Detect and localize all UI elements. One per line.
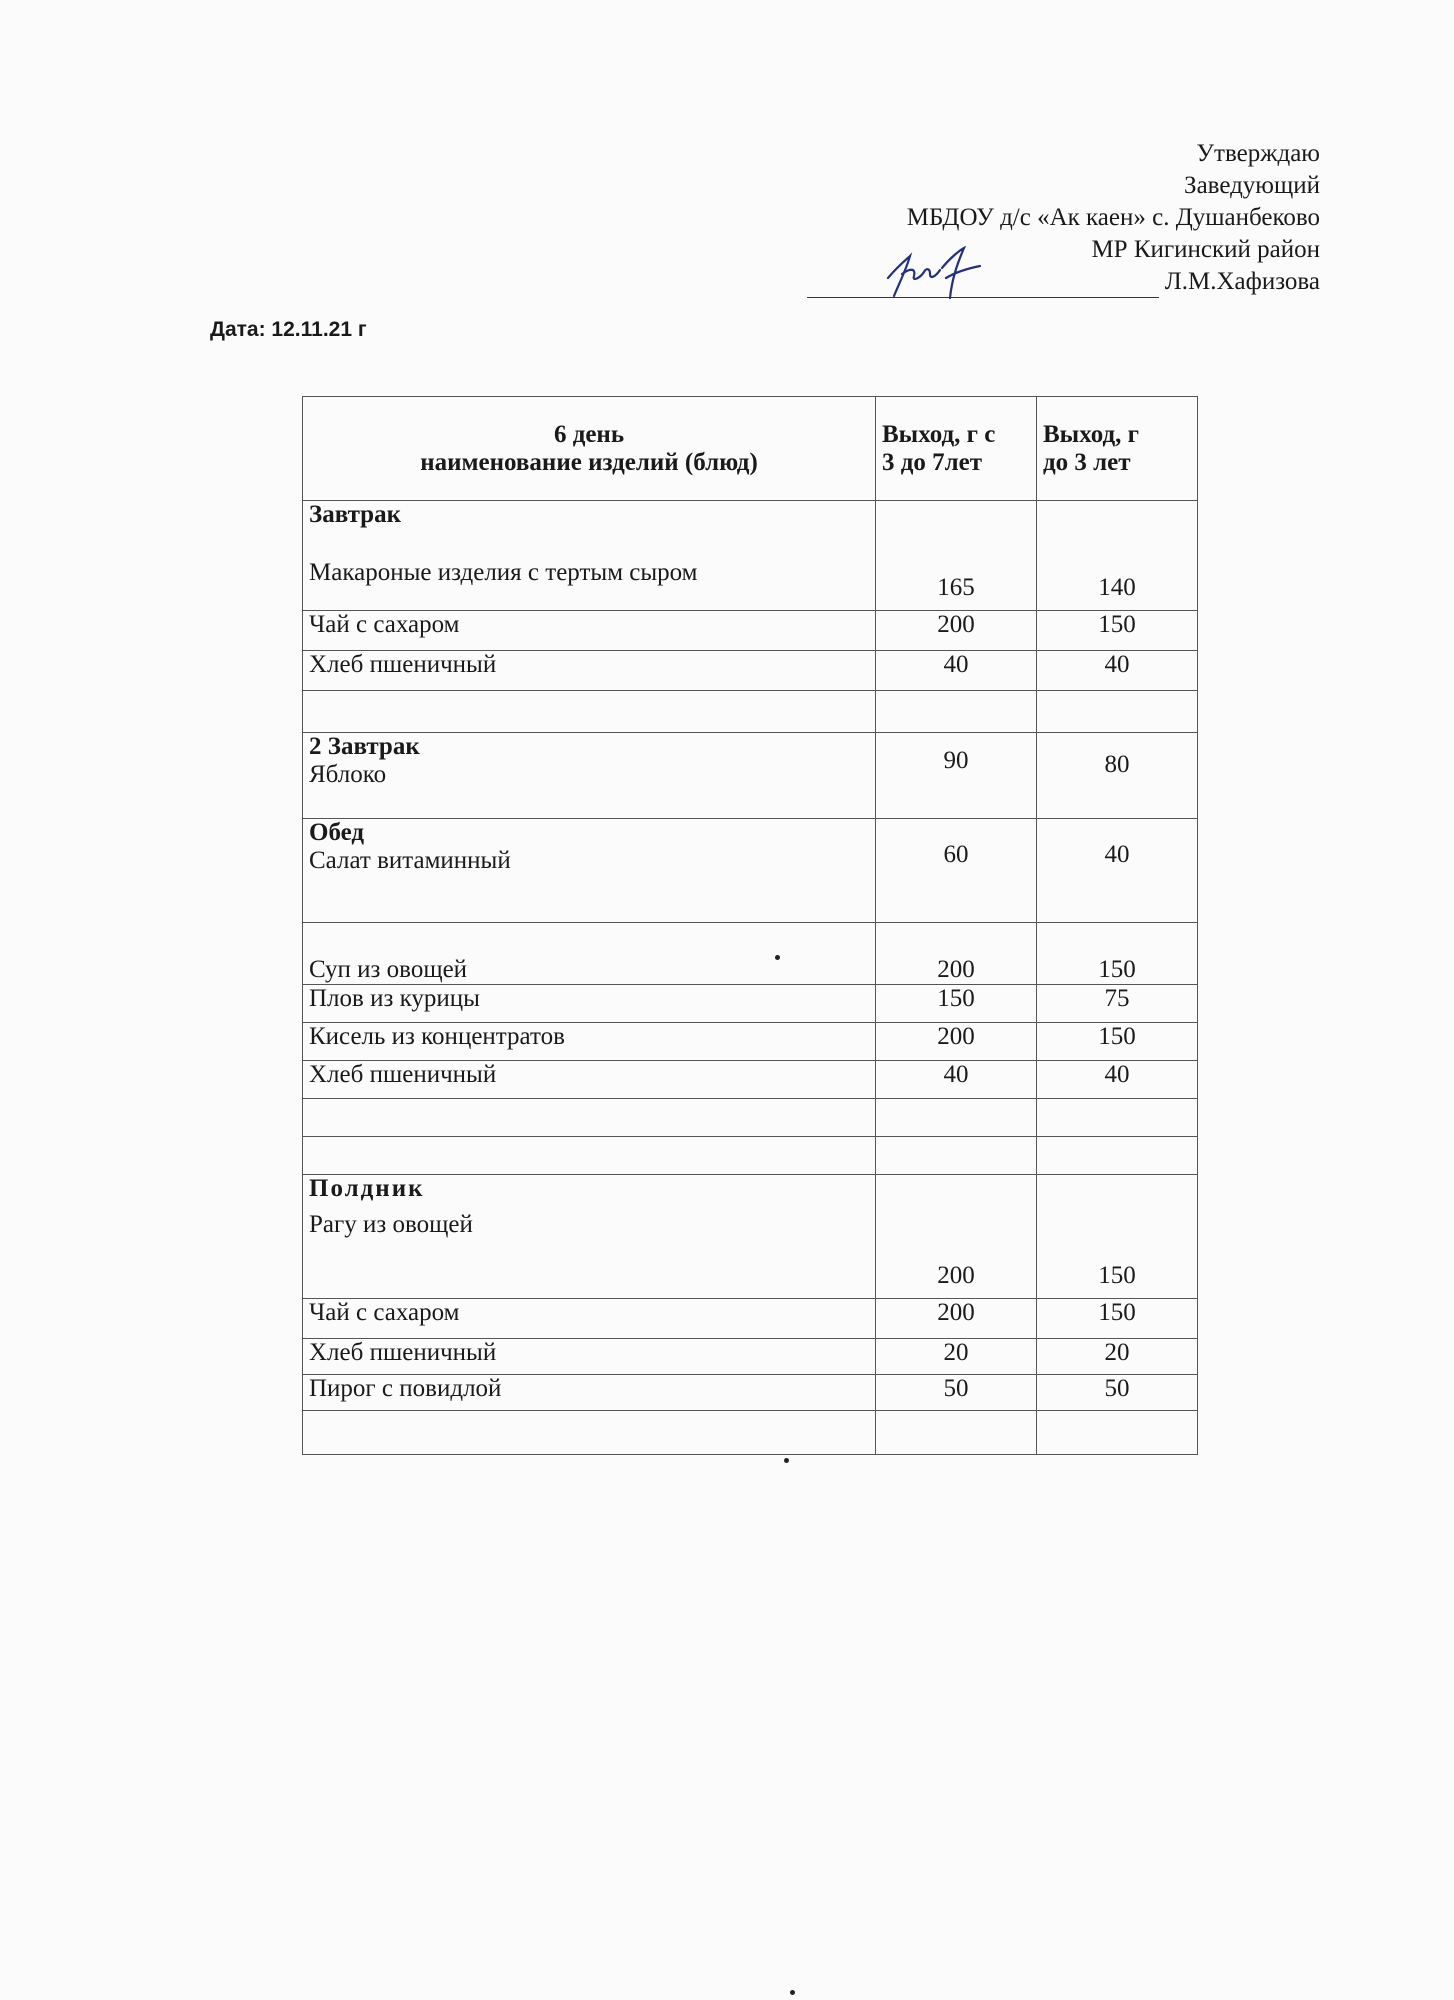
table-row [303, 1099, 1198, 1137]
table-row [303, 1375, 1198, 1411]
dish-name: Суп из овощей [309, 956, 468, 983]
dish-name: Пирог с повидлой [309, 1375, 502, 1402]
yield-3-7-cell: 200 [876, 1023, 1037, 1061]
yield-under-3-cell: 140 [1037, 501, 1198, 611]
table-row [303, 611, 1198, 651]
table-row [303, 1137, 1198, 1175]
header-yield-under-3 [1037, 397, 1198, 501]
dish-name: Салат витаминный [309, 847, 511, 874]
table-header-row [303, 397, 1198, 501]
table-row [303, 985, 1198, 1023]
institution-label: МБДОУ д/с «Ак каен» с. Душанбеково [906, 204, 1320, 231]
dish-cell [303, 1175, 876, 1299]
yield-3-7-cell: 200 [876, 1175, 1037, 1299]
yield-under-3-cell: 80 [1037, 733, 1198, 819]
header-day: 6 день [553, 420, 625, 448]
yield-3-7-cell: 40 [876, 651, 1037, 691]
dish-cell [303, 1023, 876, 1061]
yield-3-7-cell [876, 1137, 1037, 1175]
table-row [303, 1339, 1198, 1375]
dish-cell [303, 501, 876, 611]
table-row [303, 1061, 1198, 1099]
meal-label: Обед [309, 819, 365, 846]
yield-3-7-cell: 200 [876, 923, 1037, 985]
yield-3-7-cell [876, 1411, 1037, 1455]
yield-under-3-cell: 75 [1037, 985, 1198, 1023]
dish-name: Макароные изделия с тертым сыром [309, 559, 698, 586]
date-label: Дата: 12.11.21 г [210, 318, 367, 341]
meal-label: Завтрак [309, 501, 401, 528]
dish-cell [303, 733, 876, 819]
dish-name: Чай с сахаром [309, 1299, 460, 1326]
dish-name: Хлеб пшеничный [309, 651, 497, 678]
header-yield-3-7 [876, 397, 1037, 501]
yield-3-7-cell: 200 [876, 1299, 1037, 1339]
menu-table [302, 396, 1198, 1455]
yield-under-3-cell [1037, 1137, 1198, 1175]
dish-name: Чай с сахаром [309, 611, 460, 638]
signatory-name: Л.М.Хафизова [1164, 268, 1320, 295]
dish-cell [303, 1375, 876, 1411]
yield-3-7-cell: 50 [876, 1375, 1037, 1411]
yield-3-7-cell: 165 [876, 501, 1037, 611]
yield-3-7-cell: 60 [876, 819, 1037, 923]
dish-cell [303, 1299, 876, 1339]
dish-name: Рагу из овощей [309, 1211, 473, 1238]
dish-cell [303, 1411, 876, 1455]
yield-under-3-cell [1037, 1099, 1198, 1137]
table-row [303, 819, 1198, 923]
meal-label: 2 Завтрак [309, 733, 420, 760]
yield-under-3-cell: 150 [1037, 611, 1198, 651]
dish-cell [303, 651, 876, 691]
speck [790, 1990, 795, 1995]
header-dish-name [303, 397, 876, 501]
header-yield-3-7-line2: 3 до 7лет [882, 448, 983, 476]
dish-cell [303, 923, 876, 985]
dish-cell [303, 985, 876, 1023]
yield-under-3-cell: 150 [1037, 1175, 1198, 1299]
header-yield-under-3-line1: Выход, г [1043, 420, 1140, 448]
table-row [303, 1299, 1198, 1339]
signature-icon [880, 238, 990, 318]
dish-name: Яблоко [309, 761, 387, 788]
table-body [303, 501, 1198, 1455]
approve-label: Утверждаю [1196, 140, 1320, 167]
dish-name: Кисель из концентратов [309, 1023, 565, 1050]
yield-under-3-cell: 40 [1037, 651, 1198, 691]
header-yield-3-7-line1: Выход, г с [882, 420, 996, 448]
dish-cell [303, 819, 876, 923]
yield-under-3-cell [1037, 691, 1198, 733]
yield-under-3-cell [1037, 1411, 1198, 1455]
district-label: МР Кигинский район [1091, 236, 1320, 263]
header-yield-under-3-line2: до 3 лет [1043, 448, 1131, 476]
header-dish-label: наименование изделий (блюд) [420, 448, 758, 476]
dish-cell [303, 1061, 876, 1099]
yield-under-3-cell: 150 [1037, 1299, 1198, 1339]
dish-name: Плов из курицы [309, 985, 480, 1012]
dish-cell [303, 1137, 876, 1175]
yield-under-3-cell: 50 [1037, 1375, 1198, 1411]
table-row [303, 501, 1198, 611]
table-row [303, 1411, 1198, 1455]
table-row [303, 651, 1198, 691]
meal-label: Полдник [309, 1175, 425, 1202]
yield-under-3-cell: 150 [1037, 1023, 1198, 1061]
dish-cell [303, 1099, 876, 1137]
dish-cell [303, 1339, 876, 1375]
yield-3-7-cell: 90 [876, 733, 1037, 819]
table-row [303, 1175, 1198, 1299]
dish-name: Хлеб пшеничный [309, 1339, 497, 1366]
yield-3-7-cell: 150 [876, 985, 1037, 1023]
yield-under-3-cell: 40 [1037, 819, 1198, 923]
yield-3-7-cell: 40 [876, 1061, 1037, 1099]
table-row [303, 1023, 1198, 1061]
speck [784, 1458, 789, 1463]
yield-under-3-cell: 20 [1037, 1339, 1198, 1375]
table-row [303, 691, 1198, 733]
yield-3-7-cell: 20 [876, 1339, 1037, 1375]
dish-name: Хлеб пшеничный [309, 1061, 497, 1088]
yield-3-7-cell [876, 1099, 1037, 1137]
dish-cell [303, 611, 876, 651]
yield-3-7-cell [876, 691, 1037, 733]
dish-cell [303, 691, 876, 733]
yield-under-3-cell: 150 [1037, 923, 1198, 985]
position-label: Заведующий [1184, 172, 1320, 199]
table-row [303, 733, 1198, 819]
table-row [303, 923, 1198, 985]
yield-under-3-cell: 40 [1037, 1061, 1198, 1099]
yield-3-7-cell: 200 [876, 611, 1037, 651]
speck [775, 955, 780, 960]
